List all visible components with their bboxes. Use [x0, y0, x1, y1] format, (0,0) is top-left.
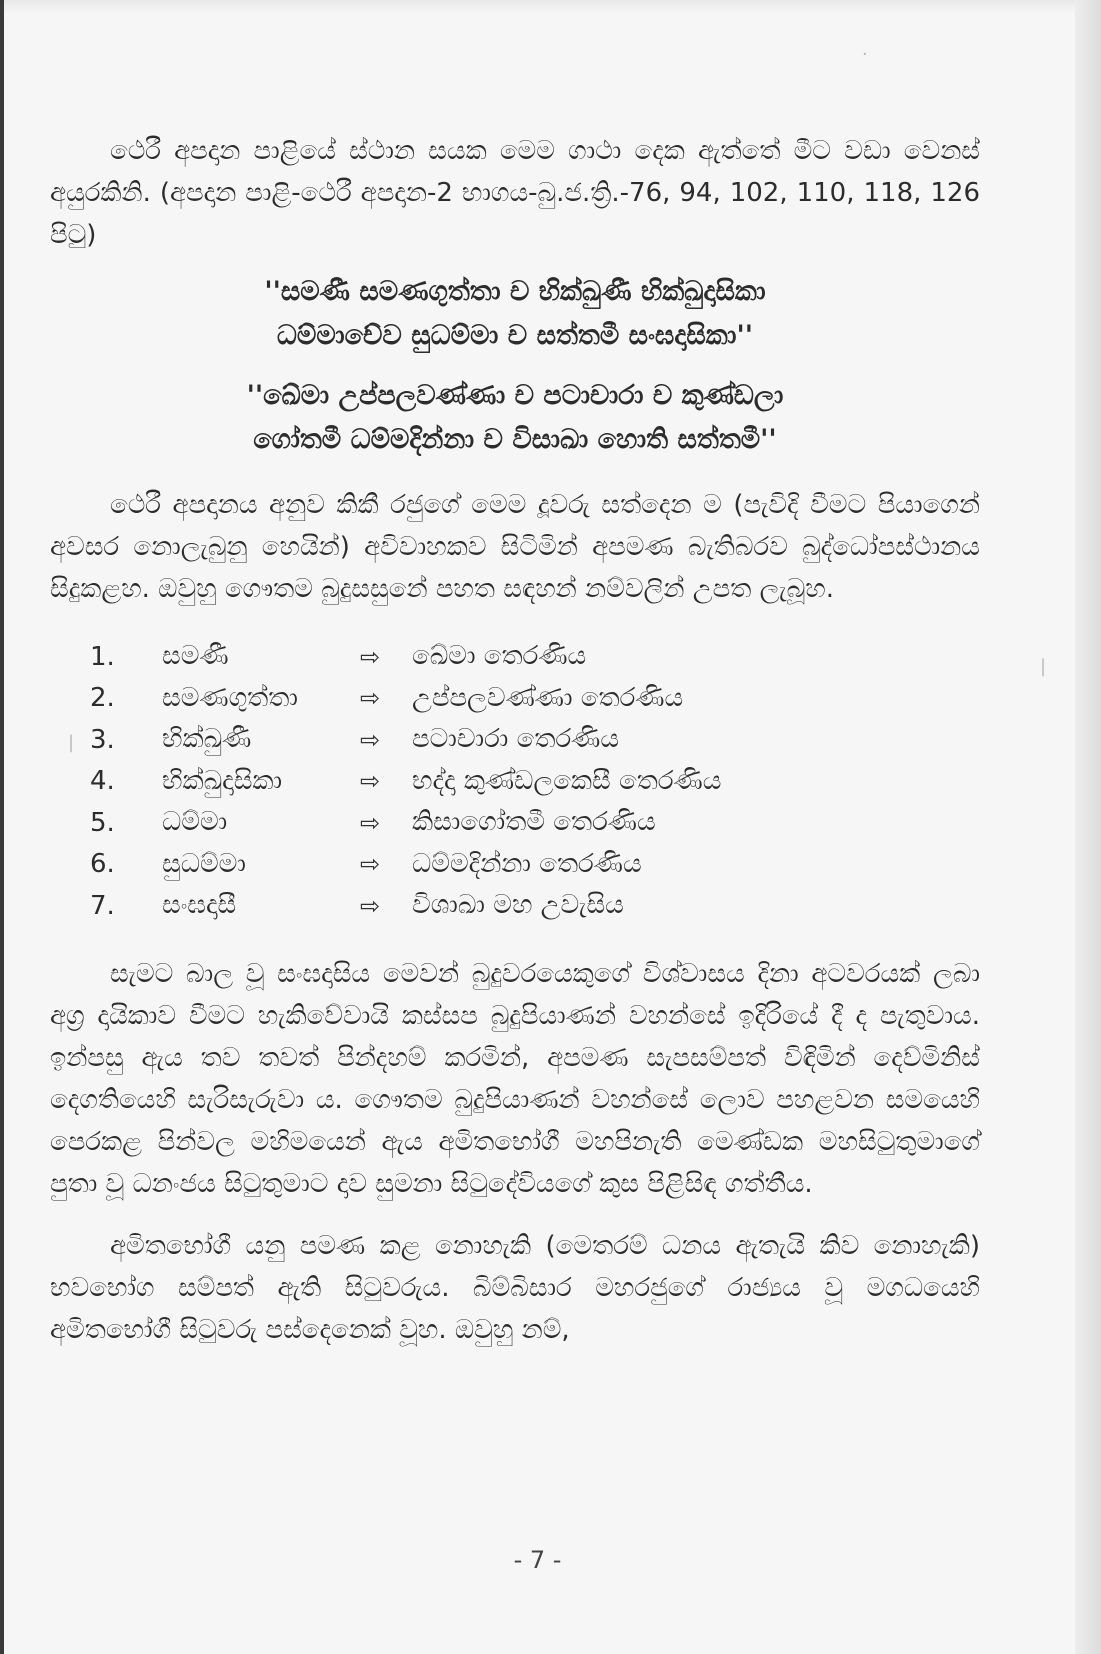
- item-number: 7.: [90, 890, 115, 921]
- scan-speck: |: [1040, 656, 1047, 677]
- arrow-right-icon: ⇨: [360, 767, 381, 796]
- later-name: පටාචාරා තෙරණිය: [412, 724, 620, 755]
- former-name: සමණී: [162, 641, 229, 672]
- scan-edge-left: [0, 0, 4, 1654]
- arrow-right-icon: ⇨: [360, 850, 381, 879]
- page-number: - 7 -: [513, 1546, 562, 1574]
- name-mapping-list: [50, 636, 980, 927]
- arrow-right-icon: ⇨: [360, 725, 381, 754]
- former-name: භික්ඛුණී: [162, 724, 252, 755]
- paragraph-intro: ථෙරී අපදාන පාළියේ ස්ථාන සයක මෙම ගාථා දෙක ඇත්තේ මීට වඩා වෙනස් අයුරකිනි. (අපදාන පාළි-ථෙරී අපදාන-2 භාගය-බු.ජ.ත්‍රි.-76, 94, 102, 110, 118, 126 පිටු): [50, 136, 980, 250]
- verse-block-2: [50, 374, 980, 462]
- verse-line: ''සමණී සමණගුත්තා ච භික්ඛුණී භික්ඛුදාසිකා: [264, 276, 766, 307]
- item-number: 1.: [90, 641, 115, 672]
- list-item: [50, 719, 980, 761]
- item-number: 2.: [90, 683, 115, 714]
- item-number: 3.: [90, 724, 115, 755]
- list-item: [50, 802, 980, 844]
- list-item: [50, 844, 980, 886]
- item-number: 5.: [90, 807, 115, 838]
- scan-speck: |: [68, 732, 75, 753]
- paragraph-amitabhogi: අමිතභෝගී යනු පමණ කළ නොහැකි (මෙතරම් ධනය ඇතැයි කිව නොහැකි) භවභෝග සම්පත් ඇති සිටුවරුය. බිම්බිසාර මහරජුගේ රාජ්‍යය වූ මගධයෙහි අමිතභෝගී සිටුවරු පස්දෙනෙක් වූහ. ඔවුහු නම්,: [50, 1230, 980, 1345]
- later-name: කිසාගෝතමී තෙරණිය: [412, 807, 656, 838]
- later-name: විශාඛා මහ උවැසිය: [412, 890, 624, 921]
- later-name: ධම්මදින්නා තෙරණිය: [412, 848, 642, 879]
- former-name: සමණගුත්තා: [162, 682, 298, 713]
- former-name: සංඝදාසී: [162, 890, 237, 921]
- arrow-right-icon: ⇨: [360, 642, 381, 671]
- item-number: 6.: [90, 849, 115, 880]
- list-item: [50, 636, 980, 678]
- list-item: [50, 678, 980, 720]
- scan-edge-right: [1075, 0, 1101, 1654]
- arrow-right-icon: ⇨: [360, 891, 381, 920]
- scan-edge-top: [4, 0, 1075, 14]
- arrow-right-icon: ⇨: [360, 684, 381, 713]
- later-name: ඛේමා තෙරණිය: [412, 641, 587, 672]
- verse-line: ධම්මාචේව සුධම්මා ච සත්තමී සංඝදාසිකා'': [276, 320, 754, 351]
- page-body: [50, 130, 980, 1351]
- list-item: [50, 761, 980, 803]
- paragraph-daughters: ථෙරී අපදානය අනුව කිකී රජුගේ මෙම දූවරු සත්දෙන ම (පැවිදි වීමට පියාගෙන් අවසර නොලැබුනු හෙයින්) අවිවාහකව සිටිමින් අපමණ බැතිබරව බුද්ධෝපස්ථානය සිදුකළහ. ඔවුහු ගෞතම බුදුසසුනේ පහත සඳහන් නම්වලින් උපත ලැබූහ.: [50, 490, 980, 604]
- former-name: ධම්මා: [162, 807, 228, 838]
- former-name: සුධම්මා: [162, 848, 246, 879]
- arrow-right-icon: ⇨: [360, 808, 381, 837]
- later-name: භද්දා කුණ්ඩලකෙසී තෙරණිය: [412, 765, 722, 796]
- former-name: භික්ඛුදාසිකා: [162, 765, 283, 796]
- list-item: [50, 885, 980, 927]
- verse-block-1: [50, 270, 980, 358]
- scan-speck: ·: [862, 44, 868, 65]
- item-number: 4.: [90, 766, 115, 797]
- verse-line: ''ඛේමා උප්පලවණ්ණා ච පටාචාරා ච කුණ්ඩලා: [246, 380, 784, 411]
- paragraph-sanghadasi: සැමට බාල වූ සංඝදාසිය මෙවන් බුදුවරයෙකුගේ විශ්වාසය දිනා අටවරයක් ලබා අග්‍ර දායිකාව වීමට හැකිවේවායි කස්සප බුදුපියාණන් වහන්සේ ඉදිරියේ දී ද පැතුවාය. ඉන්පසු ඇය තව තවත් පින්දහම් කරමින්, අපමණ සැපසම්පත් විඳිමින් දෙව්මිනිස් දෙගතියෙහි සැරිසැරුවා ය. ගෞතම බුදුපියාණන් වහන්සේ ලොව පහළවන සමයෙහි පෙරකළ පින්වල මහිමයෙන් ඇය අමිතභෝගී මහපිනැති මෙණ්ඩක මහසිටුතුමාගේ පුතා වූ ධනංජය සිටුතුමාට දාව සුමනා සිටුදේවියගේ කුස පිළිසිඳ ගත්තීය.: [50, 958, 980, 1199]
- later-name: උප්පලවණ්ණා තෙරණිය: [412, 682, 684, 713]
- verse-line: ගෝතමී ධම්මදින්නා ච විසාඛා හොති සත්තමී'': [253, 424, 777, 455]
